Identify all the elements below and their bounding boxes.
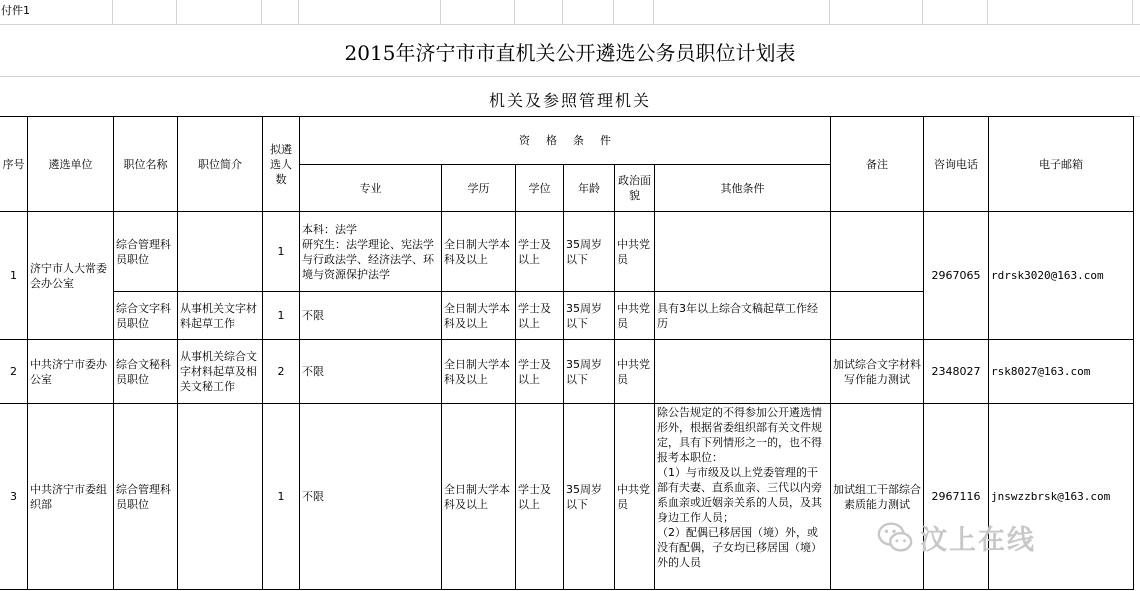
row-position-name: 综合管理科员职位 [114, 212, 178, 292]
header-other: 其他条件 [655, 165, 831, 212]
row-age: 35周岁以下 [564, 212, 615, 292]
grid-cell [262, 0, 299, 24]
grid-row-1 [0, 0, 1140, 25]
header-degree: 学位 [516, 165, 564, 212]
row-position-desc [178, 212, 263, 292]
row-age: 35周岁以下 [564, 404, 615, 590]
grid-cell [614, 0, 654, 24]
row-position-name: 综合管理科员职位 [114, 404, 178, 590]
row-phone: 2348027 [924, 340, 989, 404]
row-major: 不限 [300, 340, 442, 404]
table-row [0, 212, 1134, 292]
header-index: 序号 [0, 117, 28, 212]
row-degree: 学士及以上 [516, 404, 564, 590]
grid-cell [563, 0, 614, 24]
row-index: 3 [0, 404, 28, 590]
grid-cell [177, 0, 262, 24]
header-quota: 拟遴选人数 [263, 117, 300, 212]
row-position-desc [178, 404, 263, 590]
row-position-desc: 从事机关文字材料起草工作 [178, 292, 263, 340]
row-position-name: 综合文字科员职位 [114, 292, 178, 340]
header-remarks: 备注 [831, 117, 924, 212]
watermark [876, 514, 1111, 560]
row-phone: 2967116 [924, 404, 989, 590]
header-row-1 [0, 117, 1134, 165]
row-remarks [831, 292, 924, 340]
row-other [655, 340, 831, 404]
watermark-text: 汶上在线 [920, 524, 1036, 556]
grid-cell [988, 0, 1133, 24]
row-degree: 学士及以上 [516, 212, 564, 292]
table-row [0, 340, 1134, 404]
header-major: 专业 [300, 165, 442, 212]
row-other: 具有3年以上综合文稿起草工作经历 [655, 292, 831, 340]
table-row [0, 404, 1134, 590]
grid-cell [299, 0, 441, 24]
row-unit: 中共济宁市委办公室 [28, 340, 114, 404]
wechat-icon [876, 518, 914, 556]
row-position-desc: 从事机关综合文字材料起草及相关文秘工作 [178, 340, 263, 404]
row-index: 2 [0, 340, 28, 404]
row-position-name: 综合文秘科员职位 [114, 340, 178, 404]
row-degree: 学士及以上 [516, 292, 564, 340]
page-title: 2015年济宁市市直机关公开遴选公务员职位计划表 [344, 41, 796, 65]
header-education: 学历 [442, 165, 516, 212]
row-email: rsk8027@163.com [989, 340, 1134, 404]
row-degree: 学士及以上 [516, 340, 564, 404]
row-email: rdrsk3020@163.com [989, 212, 1134, 340]
grid-cell [515, 0, 563, 24]
row-quota: 1 [263, 404, 300, 590]
grid-cell [923, 0, 988, 24]
row-remarks: 加试综合文字材料写作能力测试 [831, 340, 924, 404]
row-other: 除公告规定的不得参加公开遴选情形外，根据省委组织部有关文件规定，具有下列情形之一的，也不得报考本职位： （1）与市级及以上党委管理的干部有夫妻、直系血亲、三代以内旁系血亲或近姻亲关系的人员，及其身边工作人员； （2）配偶已移居国（境）外，或没有配偶，子女均已移居国（境）外的人员 [655, 404, 831, 590]
row-education: 全日制大学本科及以上 [442, 404, 516, 590]
row-political: 中共党员 [615, 292, 655, 340]
row-remarks: 加试组工干部综合素质能力测试 [831, 404, 924, 590]
row-education: 全日制大学本科及以上 [442, 340, 516, 404]
header-qualifications: 资格条件 [300, 117, 831, 165]
row-major: 本科：法学 研究生：法学理论、宪法学与行政法学、经济法学、环境与资源保护法学 [300, 212, 442, 292]
row-email: jnswzzbrsk@163.com [989, 404, 1134, 590]
page-subtitle: 机关及参照管理机关 [488, 91, 651, 110]
header-email: 电子邮箱 [989, 117, 1134, 212]
row-unit: 中共济宁市委组织部 [28, 404, 114, 590]
grid-cell [830, 0, 923, 24]
header-unit: 遴选单位 [28, 117, 114, 212]
grid-cell [441, 0, 515, 24]
header-phone: 咨询电话 [924, 117, 989, 212]
grid-cell [654, 0, 830, 24]
row-other [655, 212, 831, 292]
row-political: 中共党员 [615, 212, 655, 292]
row-political: 中共党员 [615, 404, 655, 590]
row-age: 35周岁以下 [564, 340, 615, 404]
row-education: 全日制大学本科及以上 [442, 212, 516, 292]
row-phone: 2967065 [924, 212, 989, 340]
row-age: 35周岁以下 [564, 292, 615, 340]
row-unit: 济宁市人大常委会办公室 [28, 212, 114, 340]
row-major: 不限 [300, 292, 442, 340]
header-age: 年龄 [564, 165, 615, 212]
row-remarks [831, 212, 924, 292]
row-quota: 1 [263, 212, 300, 292]
grid-cell [113, 0, 177, 24]
header-political: 政治面貌 [615, 165, 655, 212]
header-position-desc: 职位简介 [178, 117, 263, 212]
row-major: 不限 [300, 404, 442, 590]
row-quota: 2 [263, 340, 300, 404]
row-political: 中共党员 [615, 340, 655, 404]
attachment-label: 付件1 [1, 4, 30, 17]
row-education: 全日制大学本科及以上 [442, 292, 516, 340]
header-position-name: 职位名称 [114, 117, 178, 212]
row-index: 1 [0, 212, 28, 340]
row-quota: 1 [263, 292, 300, 340]
